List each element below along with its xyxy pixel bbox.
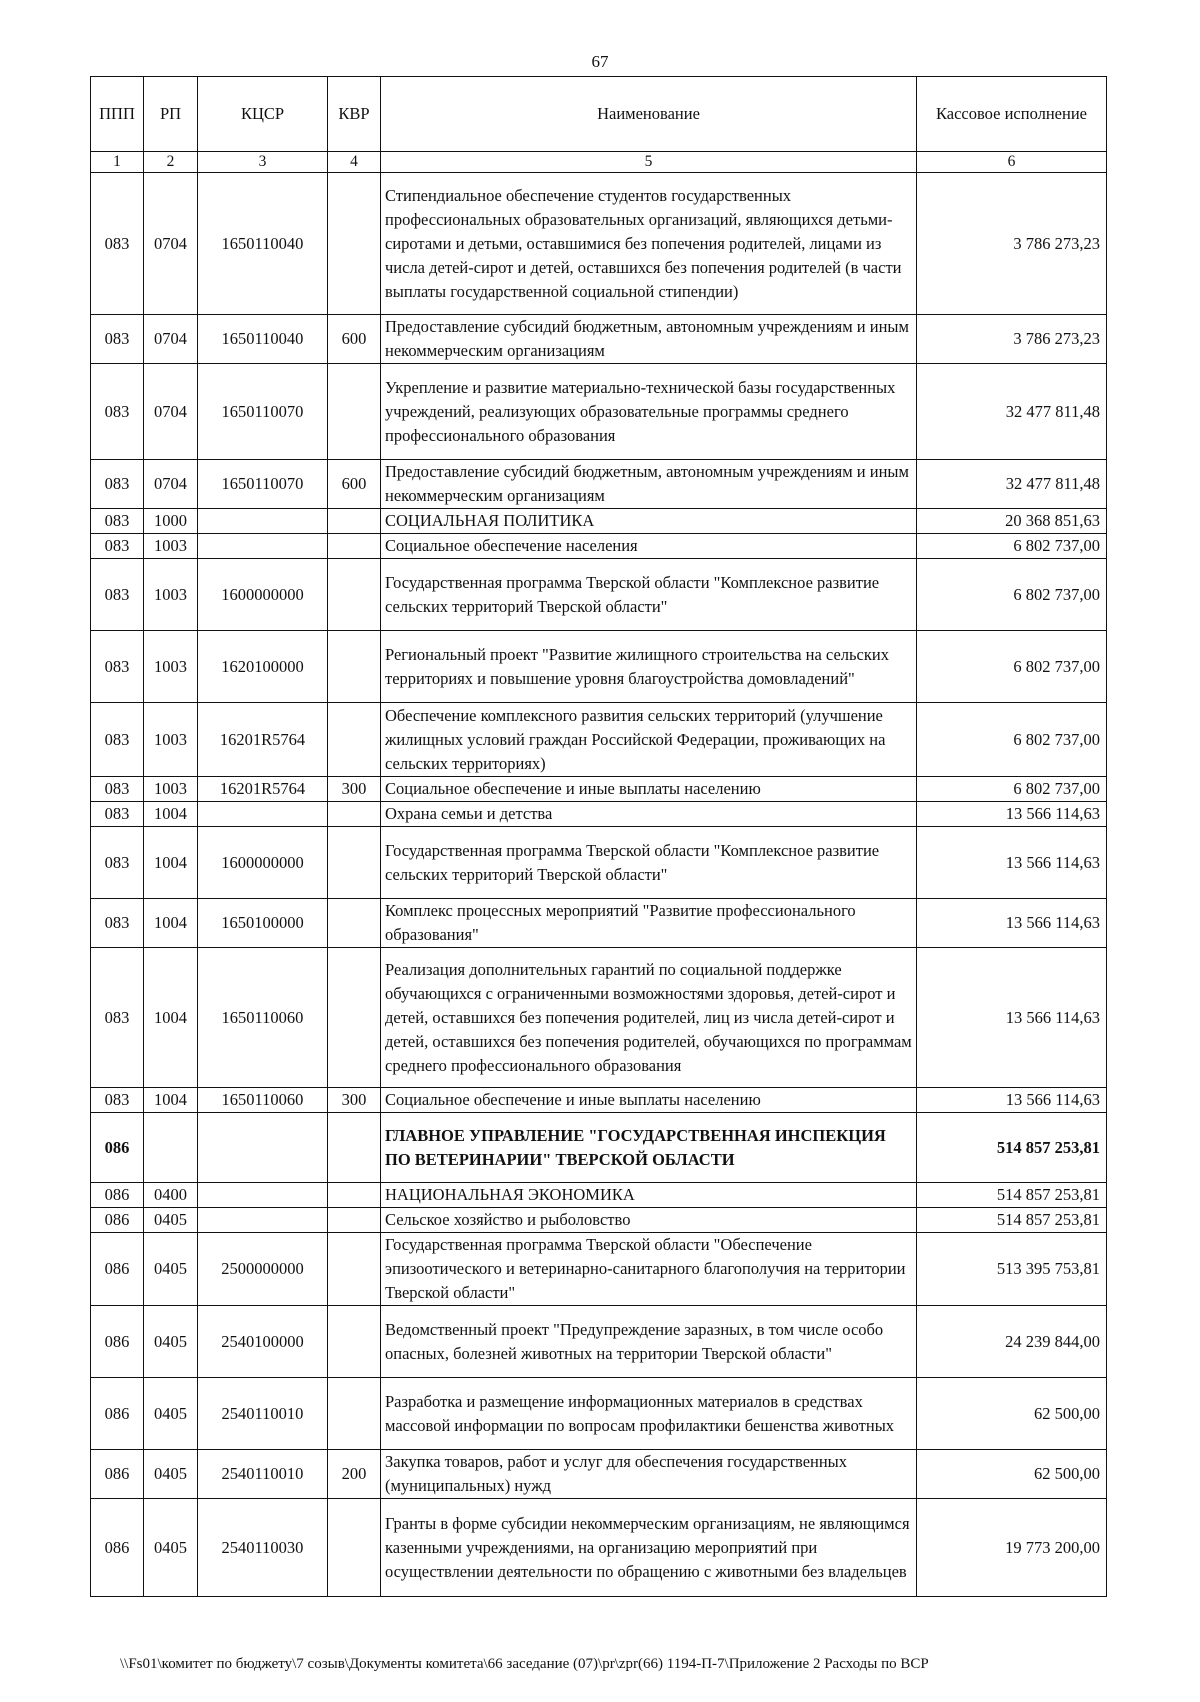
rp-cell: 1004 [144,827,198,899]
name-cell: Социальное обеспечение населения [381,534,917,559]
kcsr-cell: 1650110070 [198,364,328,460]
amount-cell: 6 802 737,00 [917,777,1107,802]
amount-cell: 24 239 844,00 [917,1306,1107,1378]
rp-cell: 1003 [144,631,198,703]
col-header-amount: Кассовое исполнение [917,77,1107,152]
kcsr-cell: 1650100000 [198,899,328,948]
kcsr-cell: 1650110060 [198,1088,328,1113]
table-body [91,152,1107,1597]
col-number: 1 [91,152,144,173]
kcsr-cell: 2540110010 [198,1378,328,1450]
table-row [91,703,1107,777]
rp-cell: 0704 [144,364,198,460]
amount-cell: 13 566 114,63 [917,1088,1107,1113]
column-number-row [91,152,1107,173]
table-row [91,509,1107,534]
amount-cell: 19 773 200,00 [917,1499,1107,1597]
kcsr-cell: 2540100000 [198,1306,328,1378]
amount-cell: 514 857 253,81 [917,1183,1107,1208]
name-cell: Реализация дополнительных гарантий по социальной поддержке обучающихся с ограниченными возможностями здоровья, детей-сирот и детей, оставшихся без попечения родителей, лиц из числа детей-сирот и детей, оставшихся без попечения родителей, обучающихся по программам среднего профессионального образования [381,948,917,1088]
amount-cell: 13 566 114,63 [917,827,1107,899]
kvr-cell [328,631,381,703]
rp-cell: 1004 [144,899,198,948]
kvr-cell [328,1378,381,1450]
col-number: 3 [198,152,328,173]
amount-cell: 3 786 273,23 [917,173,1107,315]
kcsr-cell [198,1113,328,1183]
kcsr-cell: 1650110070 [198,460,328,509]
amount-cell: 514 857 253,81 [917,1208,1107,1233]
table-row [91,1499,1107,1597]
kvr-cell [328,802,381,827]
kvr-cell [328,1183,381,1208]
rp-cell [144,1113,198,1183]
amount-cell: 20 368 851,63 [917,509,1107,534]
rp-cell: 0405 [144,1208,198,1233]
ppp-cell: 083 [91,1088,144,1113]
ppp-cell: 086 [91,1113,144,1183]
kvr-cell [328,173,381,315]
rp-cell: 1004 [144,802,198,827]
name-cell: Обеспечение комплексного развития сельских территорий (улучшение жилищных условий граждан Российской Федерации, проживающих на сельских территориях) [381,703,917,777]
kcsr-cell: 1620100000 [198,631,328,703]
kcsr-cell [198,1208,328,1233]
name-cell: Комплекс процессных мероприятий "Развитие профессионального образования" [381,899,917,948]
ppp-cell: 086 [91,1183,144,1208]
footer-file-path: \\Fs01\комитет по бюджету\7 созыв\Документы комитета\66 заседание (07)\pr\zpr(66) 1194-П-7\Приложение 2 Расходы по ВСР [120,1656,929,1672]
col-number: 4 [328,152,381,173]
ppp-cell: 086 [91,1378,144,1450]
name-cell: Предоставление субсидий бюджетным, автономным учреждениям и иным некоммерческим организациям [381,315,917,364]
kcsr-cell: 16201R5764 [198,703,328,777]
name-cell: Социальное обеспечение и иные выплаты населению [381,777,917,802]
table-row [91,1113,1107,1183]
rp-cell: 0704 [144,460,198,509]
kvr-cell [328,703,381,777]
table-row [91,1088,1107,1113]
ppp-cell: 086 [91,1208,144,1233]
kcsr-cell [198,534,328,559]
amount-cell: 62 500,00 [917,1450,1107,1499]
amount-cell: 32 477 811,48 [917,460,1107,509]
kcsr-cell: 1600000000 [198,559,328,631]
ppp-cell: 083 [91,534,144,559]
rp-cell: 1000 [144,509,198,534]
table-row [91,1378,1107,1450]
amount-cell: 6 802 737,00 [917,703,1107,777]
ppp-cell: 083 [91,631,144,703]
rp-cell: 1004 [144,948,198,1088]
table-row [91,1450,1107,1499]
col-number: 5 [381,152,917,173]
amount-cell: 6 802 737,00 [917,559,1107,631]
col-header-ppp: ППП [91,77,144,152]
table-row [91,364,1107,460]
table-row [91,899,1107,948]
table-row [91,460,1107,509]
ppp-cell: 083 [91,827,144,899]
kcsr-cell: 1650110060 [198,948,328,1088]
ppp-cell: 083 [91,559,144,631]
table-row [91,1233,1107,1306]
kvr-cell [328,1208,381,1233]
name-cell: НАЦИОНАЛЬНАЯ ЭКОНОМИКА [381,1183,917,1208]
rp-cell: 1003 [144,534,198,559]
name-cell: Предоставление субсидий бюджетным, автономным учреждениям и иным некоммерческим организациям [381,460,917,509]
name-cell: Региональный проект "Развитие жилищного строительства на сельских территориях и повышение уровня благоустройства домовладений" [381,631,917,703]
name-cell: Государственная программа Тверской области "Комплексное развитие сельских территорий Тверской области" [381,559,917,631]
table-row [91,631,1107,703]
kvr-cell [328,827,381,899]
kcsr-cell [198,509,328,534]
kvr-cell [328,948,381,1088]
name-cell: ГЛАВНОЕ УПРАВЛЕНИЕ "ГОСУДАРСТВЕННАЯ ИНСПЕКЦИЯ ПО ВЕТЕРИНАРИИ" ТВЕРСКОЙ ОБЛАСТИ [381,1113,917,1183]
table-row [91,315,1107,364]
name-cell: Ведомственный проект "Предупреждение заразных, в том числе особо опасных, болезней животных на территории Тверской области" [381,1306,917,1378]
name-cell: Государственная программа Тверской области "Обеспечение эпизоотического и ветеринарно-санитарного благополучия на территории Тверской области" [381,1233,917,1306]
kvr-cell [328,559,381,631]
kcsr-cell: 2540110030 [198,1499,328,1597]
kvr-cell: 300 [328,1088,381,1113]
ppp-cell: 083 [91,364,144,460]
name-cell: Разработка и размещение информационных материалов в средствах массовой информации по вопросам профилактики бешенства животных [381,1378,917,1450]
rp-cell: 0405 [144,1499,198,1597]
amount-cell: 32 477 811,48 [917,364,1107,460]
table-row [91,1183,1107,1208]
kcsr-cell: 1600000000 [198,827,328,899]
amount-cell: 62 500,00 [917,1378,1107,1450]
ppp-cell: 083 [91,509,144,534]
rp-cell: 0405 [144,1233,198,1306]
name-cell: Закупка товаров, работ и услуг для обеспечения государственных (муниципальных) нужд [381,1450,917,1499]
kvr-cell [328,534,381,559]
name-cell: Социальное обеспечение и иные выплаты населению [381,1088,917,1113]
name-cell: Охрана семьи и детства [381,802,917,827]
table-row [91,948,1107,1088]
rp-cell: 0704 [144,173,198,315]
amount-cell: 514 857 253,81 [917,1113,1107,1183]
table-row [91,1306,1107,1378]
kcsr-cell: 2500000000 [198,1233,328,1306]
rp-cell: 0405 [144,1306,198,1378]
ppp-cell: 083 [91,948,144,1088]
rp-cell: 0704 [144,315,198,364]
rp-cell: 0400 [144,1183,198,1208]
ppp-cell: 086 [91,1306,144,1378]
table-row [91,1208,1107,1233]
rp-cell: 0405 [144,1378,198,1450]
kcsr-cell: 1650110040 [198,173,328,315]
col-number: 6 [917,152,1107,173]
name-cell: Стипендиальное обеспечение студентов государственных профессиональных образовательных организаций, являющихся детьми-сиротами и детьми, оставшимися без попечения родителей, лицами из числа детей-сирот и детей, оставшихся без попечения родителей (в части выплаты государственной социальной стипендии) [381,173,917,315]
ppp-cell: 083 [91,899,144,948]
kcsr-cell [198,1183,328,1208]
name-cell: Сельское хозяйство и рыболовство [381,1208,917,1233]
table-row [91,173,1107,315]
kvr-cell: 200 [328,1450,381,1499]
ppp-cell: 083 [91,777,144,802]
table-row [91,559,1107,631]
kvr-cell [328,899,381,948]
ppp-cell: 083 [91,802,144,827]
col-header-rp: РП [144,77,198,152]
amount-cell: 6 802 737,00 [917,534,1107,559]
rp-cell: 1003 [144,703,198,777]
kcsr-cell: 1650110040 [198,315,328,364]
header-row [91,77,1107,152]
rp-cell: 1003 [144,559,198,631]
col-header-kcsr: КЦСР [198,77,328,152]
amount-cell: 3 786 273,23 [917,315,1107,364]
table-row [91,827,1107,899]
kcsr-cell [198,802,328,827]
name-cell: СОЦИАЛЬНАЯ ПОЛИТИКА [381,509,917,534]
kvr-cell: 600 [328,315,381,364]
kvr-cell [328,1113,381,1183]
ppp-cell: 083 [91,460,144,509]
table-row [91,802,1107,827]
ppp-cell: 086 [91,1233,144,1306]
kvr-cell [328,509,381,534]
kcsr-cell: 2540110010 [198,1450,328,1499]
name-cell: Государственная программа Тверской области "Комплексное развитие сельских территорий Тверской области" [381,827,917,899]
col-header-name: Наименование [381,77,917,152]
name-cell: Гранты в форме субсидии некоммерческим организациям, не являющимся казенными учреждениями, на организацию мероприятий при осуществлении деятельности по обращению с животными без владельцев [381,1499,917,1597]
kvr-cell [328,1233,381,1306]
ppp-cell: 086 [91,1499,144,1597]
rp-cell: 0405 [144,1450,198,1499]
kvr-cell: 600 [328,460,381,509]
amount-cell: 13 566 114,63 [917,899,1107,948]
rp-cell: 1003 [144,777,198,802]
amount-cell: 6 802 737,00 [917,631,1107,703]
ppp-cell: 086 [91,1450,144,1499]
table-row [91,777,1107,802]
rp-cell: 1004 [144,1088,198,1113]
table-row [91,534,1107,559]
ppp-cell: 083 [91,173,144,315]
name-cell: Укрепление и развитие материально-технической базы государственных учреждений, реализующих образовательные программы среднего профессионального образования [381,364,917,460]
kvr-cell: 300 [328,777,381,802]
page-number: 67 [591,52,609,71]
col-number: 2 [144,152,198,173]
ppp-cell: 083 [91,703,144,777]
amount-cell: 13 566 114,63 [917,948,1107,1088]
kcsr-cell: 16201R5764 [198,777,328,802]
kvr-cell [328,1306,381,1378]
col-header-kvr: КВР [328,77,381,152]
kvr-cell [328,1499,381,1597]
amount-cell: 513 395 753,81 [917,1233,1107,1306]
kvr-cell [328,364,381,460]
expenditure-table [90,76,1107,1597]
ppp-cell: 083 [91,315,144,364]
amount-cell: 13 566 114,63 [917,802,1107,827]
